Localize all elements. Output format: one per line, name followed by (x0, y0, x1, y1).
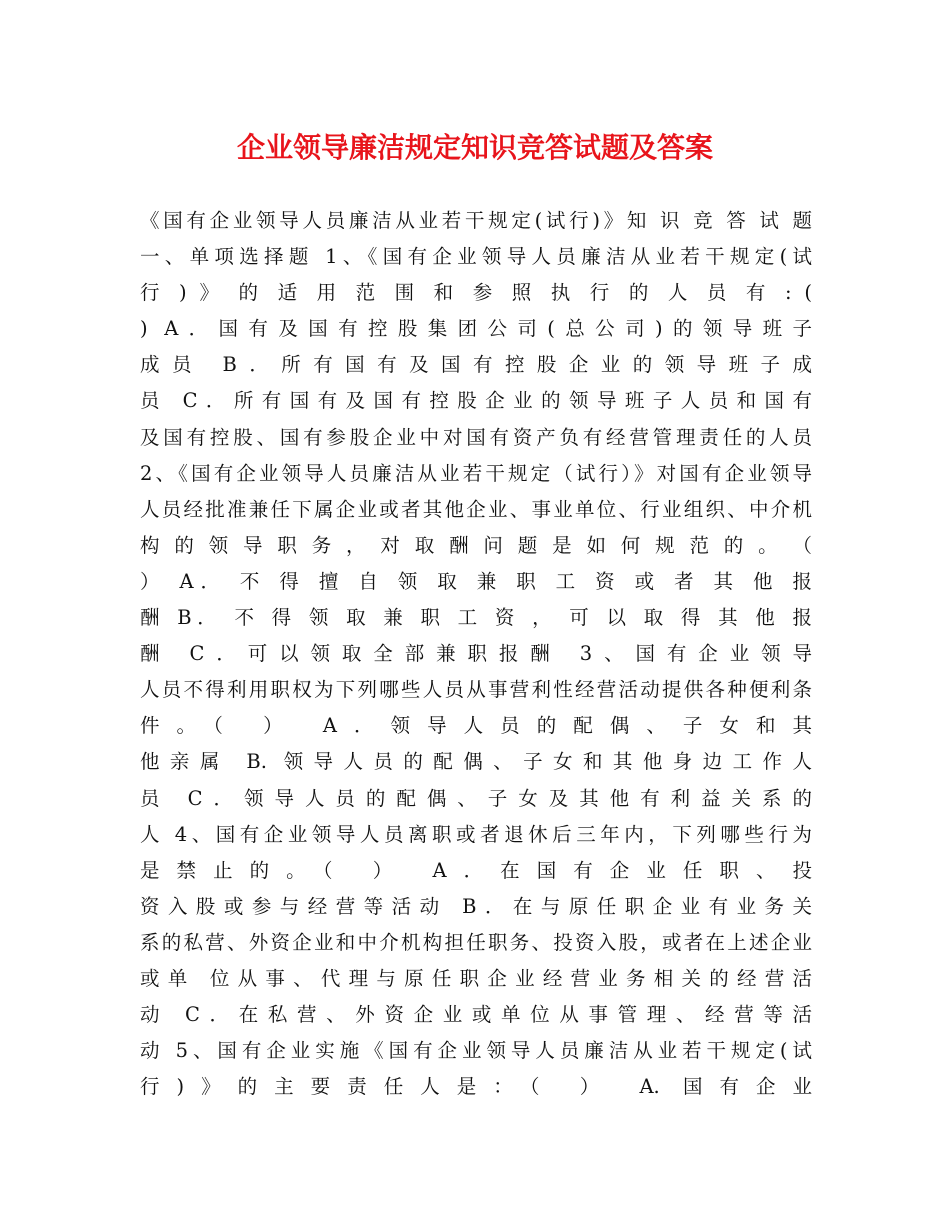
text-line: ） A． 不 得 擅 自 领 取 兼 职 工 资 或 者 其 他 报 (140, 569, 812, 593)
text-line: 系的私营、外资企业和中介机构担任职务、投资入股，或者在上述企业 (140, 930, 812, 954)
document-body (140, 203, 812, 1105)
text-line: 构 的 领 导 职 务 ， 对 取 酬 问 题 是 如 何 规 范 的 。 （ (140, 533, 812, 557)
text-line: 件。（ ） A．领导人员的配偶、子女和其 (140, 714, 812, 738)
text-line: 人 4、国有企业领导人员离职或者退休后三年内，下列哪些行为 (140, 822, 812, 846)
text-line: 员 C．所有国有及国有控股企业的领导班子人员和国有 (140, 389, 812, 413)
text-line: 酬 C．可以领取全部兼职报酬 3、国有企业领导 (140, 642, 812, 666)
text-line: 员 C．领导人员的配偶、子女及其他有利益关系的 (140, 786, 812, 810)
text-line: 人员经批准兼任下属企业或者其他企业、事业单位、行业组织、中介机 (140, 497, 812, 521)
text-line: 行 ) 》 的 适 用 范 围 和 参 照 执 行 的 人 员 有 : ( (140, 281, 812, 305)
text-line: 动 5、国有企业实施《国有企业领导人员廉洁从业若干规定(试 (140, 1039, 812, 1063)
text-line: 或单 位从事、代理与原任职企业经营业务相关的经营活 (140, 966, 812, 990)
text-line: 人员不得利用职权为下列哪些人员从事营利性经营活动提供各种便利条 (140, 678, 812, 702)
text-line: 及国有控股、国有参股企业中对国有资产负有经营管理责任的人员 (140, 425, 812, 449)
text-line: 酬 B． 不 得 领 取 兼 职 工 资 ， 可 以 取 得 其 他 报 (140, 606, 812, 630)
text-line: 成员 B．所有国有及国有控股企业的领导班子成 (140, 353, 812, 377)
text-line: 2、《国有企业领导人员廉洁从业若干规定（试行）》对国有企业领导 (140, 461, 812, 485)
document-title: 企业领导廉洁规定知识竞答试题及答案 (236, 131, 713, 164)
text-line: 《国有企业领导人员廉洁从业若干规定(试行)》知 识 竞 答 试 题 (140, 209, 812, 232)
text-line: 是禁止的。（ ） A．在国有企业任职、投 (140, 858, 812, 882)
text-line: 动 C．在私营、外资企业或单位从事管理、经营等活 (140, 1003, 812, 1027)
text-line: 资入股或参与经营等活动 B．在与原任职企业有业务关 (140, 894, 812, 918)
text-line: 行)》的主要责任人是：（ ） A. 国有企业 (140, 1075, 812, 1099)
text-line: 他亲属 B. 领导人员的配偶、子女和其他身边工作人 (140, 750, 812, 774)
text-line: ) A．国有及国有控股集团公司(总公司)的领导班子 (140, 317, 812, 341)
text-line: 一、单项选择题 1、《国有企业领导人员廉洁从业若干规定(试 (140, 245, 812, 269)
